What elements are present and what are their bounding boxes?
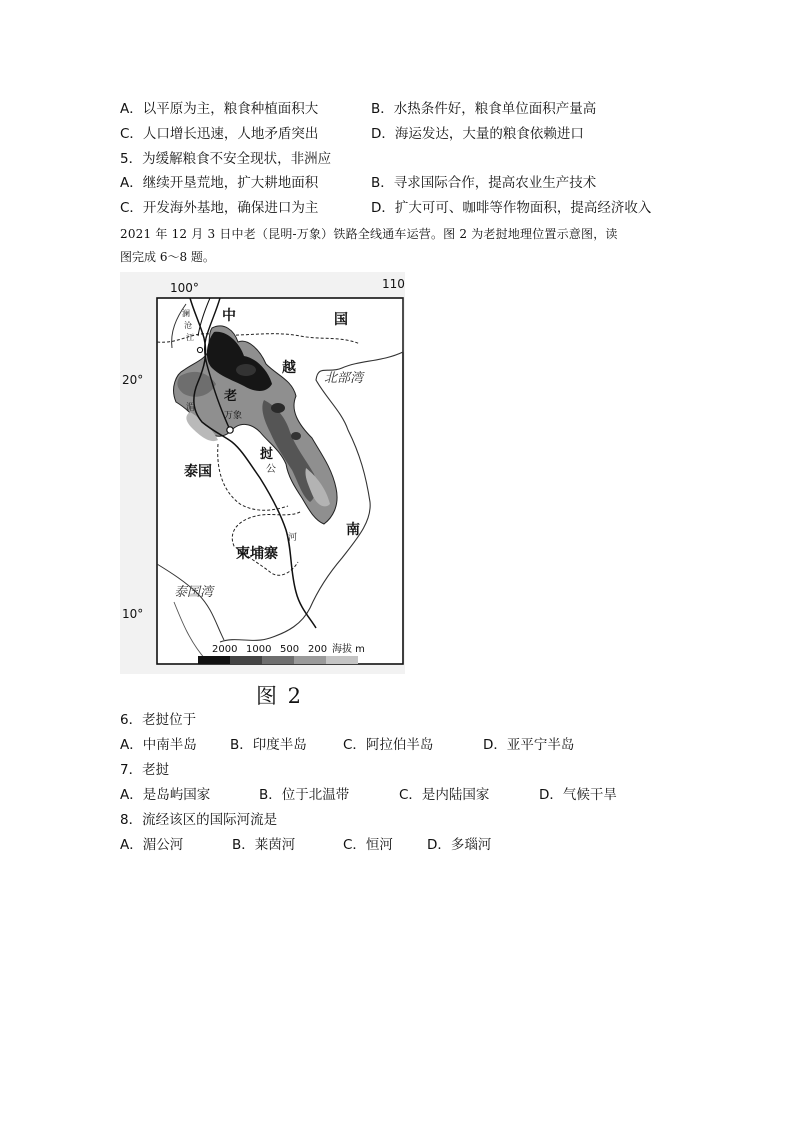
lat-label-20: 20° — [122, 373, 144, 387]
elevation-legend — [198, 642, 365, 664]
legend-unit-label: 海拔 m — [332, 644, 365, 655]
q4-option-d: D．海运发达，大量的粮食依赖进口 — [371, 126, 584, 142]
intro-line-2: 图完成 6～8 题。 — [120, 250, 215, 264]
lon-label-100: 100° — [170, 281, 199, 295]
river-label-lancang-2: 沧 — [184, 321, 192, 330]
q7-option-d: D．气候干旱 — [539, 787, 617, 803]
q8-option-b: B．莱茵河 — [232, 837, 296, 853]
label-gulf-tonkin: 北部湾 — [324, 371, 364, 386]
q5-stem: 5．为缓解粮食不安全现状，非洲应 — [120, 151, 332, 167]
q5-option-d: D．扩大可可、咖啡等作物面积，提高经济收入 — [371, 200, 652, 216]
legend-swatch-4 — [294, 656, 326, 664]
q8-option-c: C．恒河 — [343, 837, 393, 853]
q7-option-b: B．位于北温带 — [259, 787, 350, 803]
vientiane-marker — [227, 427, 233, 433]
river-label-lancang-3: 江 — [186, 333, 194, 342]
legend-swatch-3 — [262, 656, 294, 664]
q8-option-a: A．湄公河 — [120, 837, 184, 853]
river-label-lancang-1: 澜 — [182, 309, 190, 318]
legend-value-200: 200 — [308, 644, 328, 655]
q6-option-b: B．印度半岛 — [230, 737, 307, 753]
q8-stem: 8．流经该区的国际河流是 — [120, 812, 278, 828]
label-vietnam-2: 南 — [346, 522, 360, 538]
label-gulf-thailand: 泰国湾 — [174, 585, 214, 600]
q4-option-b: B．水热条件好，粮食单位面积产量高 — [371, 101, 597, 117]
label-cambodia: 柬埔寨 — [236, 546, 278, 562]
river-label-mekong-3: 河 — [288, 533, 298, 543]
label-china-1: 中 — [222, 308, 236, 324]
legend-swatch-1 — [198, 656, 230, 664]
q7-option-c: C．是内陆国家 — [399, 787, 490, 803]
label-thailand: 泰国 — [184, 464, 212, 480]
q4-option-a: A．以平原为主，粮食种植面积大 — [120, 101, 319, 117]
laos-location-map — [120, 272, 405, 674]
q5-option-a: A．继续开垦荒地，扩大耕地面积 — [120, 175, 319, 191]
q6-stem: 6．老挝位于 — [120, 712, 197, 728]
q7-stem: 7．老挝 — [120, 762, 170, 778]
label-laos-2: 挝 — [260, 447, 274, 462]
q5-option-c: C．开发海外基地，确保进口为主 — [120, 200, 319, 216]
river-label-mekong-1: 湄 — [186, 403, 196, 413]
legend-value-1000: 1000 — [246, 644, 272, 655]
label-laos-1: 老 — [224, 389, 238, 404]
legend-value-2000: 2000 — [212, 644, 238, 655]
q6-option-a: A．中南半岛 — [120, 737, 197, 753]
river-label-mekong-2: 公 — [266, 464, 276, 475]
label-vietnam-1: 越 — [282, 360, 296, 376]
lon-label-110: 110 — [382, 277, 405, 291]
legend-value-500: 500 — [280, 644, 300, 655]
q4-option-c: C．人口增长迅速，人地矛盾突出 — [120, 126, 319, 142]
legend-swatch-2 — [230, 656, 262, 664]
figure-caption: 图 2 — [256, 684, 304, 708]
intro-line-1: 2021 年 12 月 3 日中老（昆明-万象）铁路全线通车运营。图 2 为老挝地理位置示意图，读 — [120, 227, 618, 241]
city-label-vientiane: 万象 — [224, 411, 243, 421]
q6-option-d: D．亚平宁半岛 — [483, 737, 575, 753]
lat-label-10: 10° — [122, 607, 144, 621]
q5-option-b: B．寻求国际合作，提高农业生产技术 — [371, 175, 597, 191]
label-china-2: 国 — [334, 312, 348, 328]
q7-option-a: A．是岛屿国家 — [120, 787, 211, 803]
legend-swatch-5 — [326, 656, 358, 664]
q8-option-d: D．多瑙河 — [427, 837, 492, 853]
q6-option-c: C．阿拉伯半岛 — [343, 737, 434, 753]
